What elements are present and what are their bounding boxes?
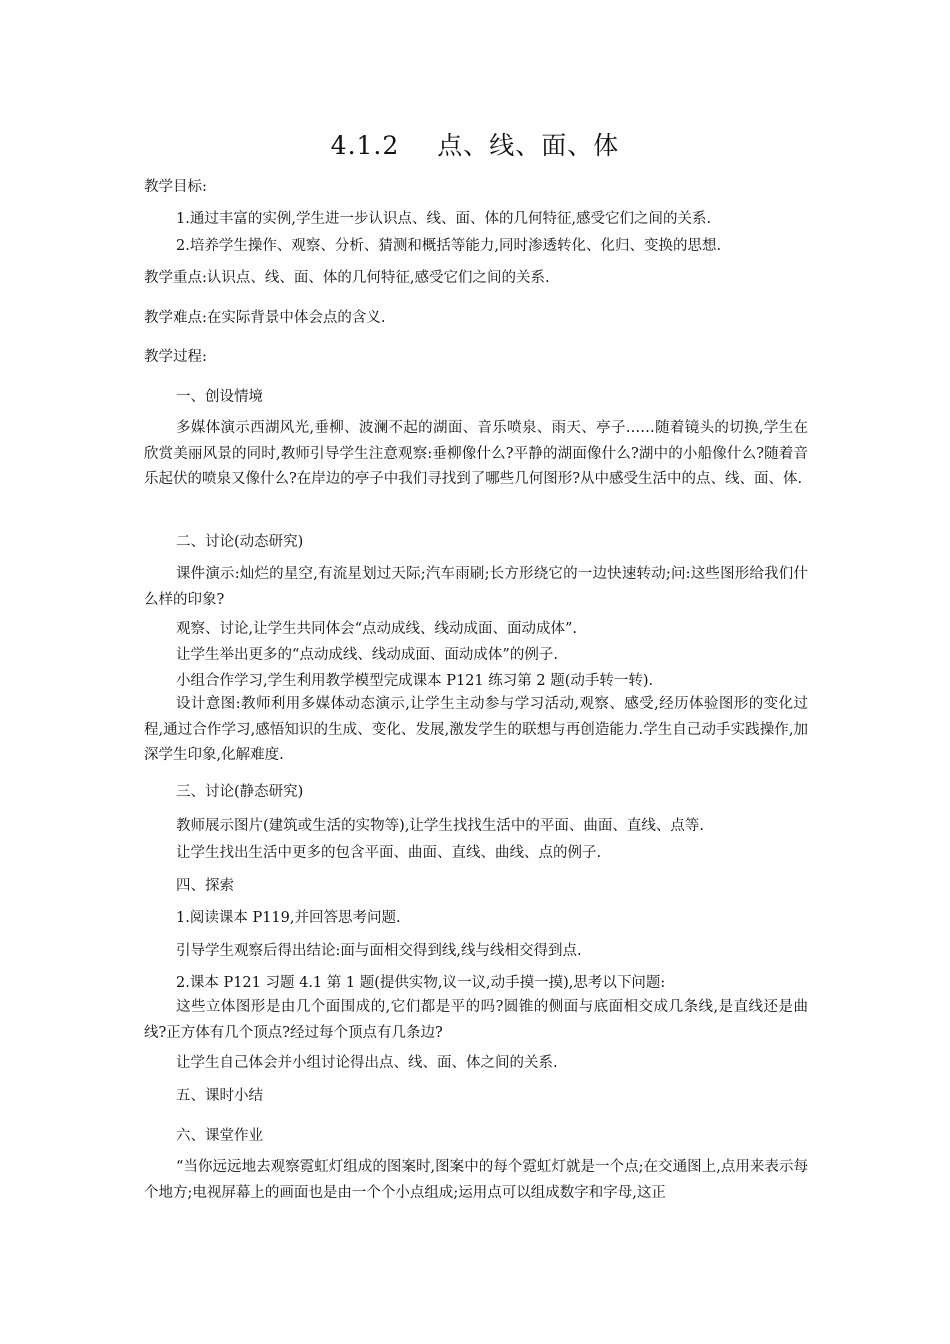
section-4-p5: 让学生自己体会并小组讨论得出点、线、面、体之间的关系. <box>176 1055 558 1071</box>
goal-item-2: 2.培养学生操作、观察、分析、猜测和概括等能力,同时渗透转化、化归、变换的思想. <box>176 238 722 254</box>
section-3-p1: 教师展示图片(建筑或生活的实物等),让学生找找生活中的平面、曲面、直线、点等. <box>176 818 705 834</box>
section-3-heading: 三、讨论(静态研究) <box>176 784 304 800</box>
section-4-p2: 引导学生观察后得出结论:面与面相交得到线,线与线相交得到点. <box>176 943 582 959</box>
difficulty: 教学难点:在实际背景中体会点的含义. <box>144 310 386 326</box>
section-2-p1: 课件演示:灿烂的星空,有流星划过天际;汽车雨刷;长方形绕它的一边快速转动;问:这些图形给我们什么样的印象? <box>144 566 808 608</box>
section-4-heading: 四、探索 <box>176 878 234 894</box>
section-6-heading: 六、课堂作业 <box>176 1128 263 1144</box>
section-number: 4.1.2 <box>330 131 400 160</box>
page-title <box>0 126 950 162</box>
section-4-p1: 1.阅读课本 P119,并回答思考问题. <box>176 910 401 926</box>
section-2-p3: 让学生举出更多的“点动成线、线动成面、面动成体”的例子. <box>176 647 558 663</box>
process-label: 教学过程: <box>144 349 207 365</box>
goals-label: 教学目标: <box>144 179 207 195</box>
section-2-heading: 二、讨论(动态研究) <box>176 534 304 550</box>
section-1-heading: 一、创设情境 <box>176 389 263 405</box>
title-text: 点、线、面、体 <box>437 131 620 160</box>
goal-item-1: 1.通过丰富的实例,学生进一步认识点、线、面、体的几何特征,感受它们之间的关系. <box>176 211 712 227</box>
section-6-text: “当你远远地去观察霓虹灯组成的图案时,图案中的每个霓虹灯就是一个点;在交通图上,点用来表示每个地方;电视屏幕上的画面也是由一个个小点组成;运用点可以组成数字和字母,这正 <box>144 1159 808 1201</box>
section-2-p4: 小组合作学习,学生利用教学模型完成课本 P121 练习第 2 题(动手转一转). <box>176 673 654 689</box>
section-2-p2: 观察、讨论,让学生共同体会“点动成线、线动成面、面动成体”. <box>176 621 578 637</box>
section-5-heading: 五、课时小结 <box>176 1088 263 1104</box>
section-1-text: 多媒体演示西湖风光,垂柳、波澜不起的湖面、音乐喷泉、雨天、亭子……随着镜头的切换,学生在欣赏美丽风景的同时,教师引导学生注意观察:垂柳像什么?平静的湖面像什么?湖中的小船像什么?随着音乐起伏的喷泉又像什么?在岸边的亭子中我们寻找到了哪些几何图形?从中感受生活中的点、线、面、体. <box>144 420 808 487</box>
key-point: 教学重点:认识点、线、面、体的几何特征,感受它们之间的关系. <box>144 270 550 286</box>
section-4-p3: 2.课本 P121 习题 4.1 第 1 题(提供实物,议一议,动手摸一摸),思考以下问题: <box>176 975 666 991</box>
section-2-p5: 设计意图:教师利用多媒体动态演示,让学生主动参与学习活动,观察、感受,经历体验图形的变化过程,通过合作学习,感悟知识的生成、变化、发展,激发学生的联想与再创造能力.学生自己动手实践操作,加深学生印象,化解难度. <box>144 696 808 763</box>
section-4-p4: 这些立体图形是由几个面围成的,它们都是平的吗?圆锥的侧面与底面相交成几条线,是直线还是曲线?正方体有几个顶点?经过每个顶点有几条边? <box>144 999 808 1041</box>
section-3-p2: 让学生找出生活中更多的包含平面、曲面、直线、曲线、点的例子. <box>176 845 602 861</box>
